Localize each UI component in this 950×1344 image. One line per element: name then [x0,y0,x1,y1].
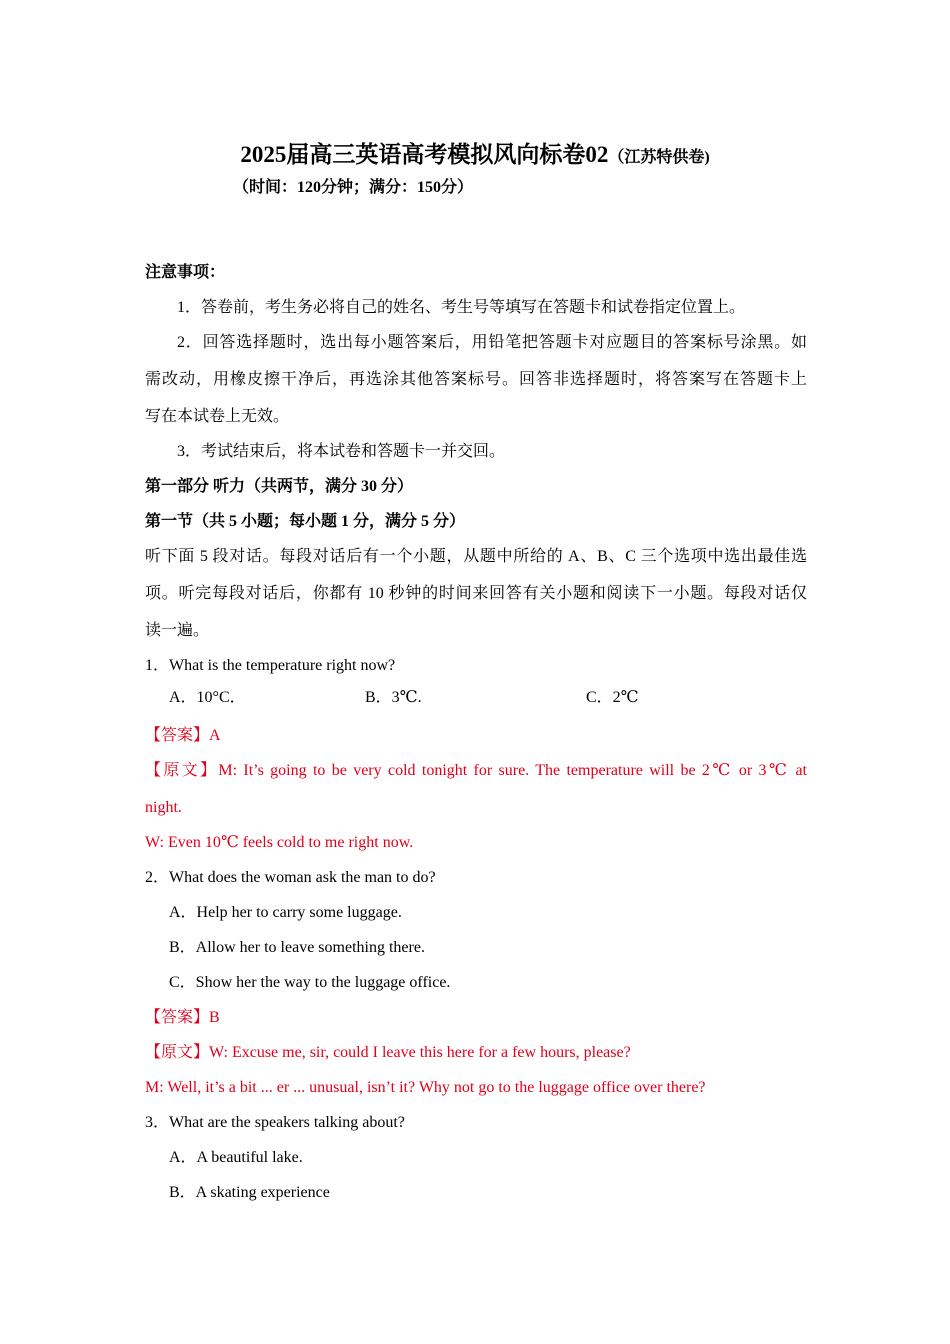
title-main: 2025届高三英语高考模拟风向标卷02 [240,142,609,167]
question-3-option-a: A．A beautiful lake. [169,1149,303,1166]
exam-title [0,136,950,169]
question-2-stem: 2．What does the woman ask the man to do? [145,869,436,886]
notes-heading: 注意事项： [145,264,226,281]
title-suffix: （江苏特供卷) [608,149,710,166]
question-1-option-a: A．10°C． [169,689,246,706]
question-2-option-c: C．Show her the way to the luggage office. [169,974,451,991]
question-1-stem: 1．What is the temperature right now? [145,657,396,674]
question-2-script-line-1: 【原文】W: Excuse me, sir, could I leave this here for a few hours, please? [145,1044,631,1061]
question-2-script-line-2: M: Well, it’s a bit ... er ... unusual, isn’t it? Why not go to the luggage office over there? [145,1079,706,1096]
question-3-option-b: B．A skating experience [169,1184,330,1201]
instructions-line-3: 读一遍。 [145,622,210,639]
question-2-answer: 【答案】B [145,1009,220,1026]
question-1-option-b: B．3℃. [365,689,422,706]
part1-heading: 第一部分 听力（共两节，满分 30 分） [145,478,414,495]
question-1-script-line-3: W: Even 10℃ feels cold to me right now. [145,834,414,851]
question-1-script-line-1: 【原文】M: It’s going to be very cold tonight for sure. The temperature will be 2℃ or 3℃ at [145,762,807,779]
time-info: （时间：120分钟；满分：150分） [233,179,474,196]
instructions-line-2: 项。听完每段对话后，你都有 10 秒钟的时间来回答有关小题和阅读下一小题。每段对话仅 [145,585,807,602]
question-3-stem: 3．What are the speakers talking about? [145,1114,405,1131]
note-item-3: 3．考试结束后，将本试卷和答题卡一并交回。 [177,443,506,460]
question-1-script-line-2: night. [145,799,182,816]
question-2-option-a: A．Help her to carry some luggage. [169,904,402,921]
note-item-2-line-3: 写在本试卷上无效。 [145,408,290,425]
section1-heading: 第一节（共 5 小题；每小题 1 分，满分 5 分） [145,513,466,530]
instructions-line-1: 听下面 5 段对话。每段对话后有一个小题，从题中所给的 A、B、C 三个选项中选出最佳选 [145,548,807,565]
question-2-option-b: B．Allow her to leave something there. [169,939,425,956]
note-item-2-line-2: 需改动，用橡皮擦干净后，再选涂其他答案标号。回答非选择题时，将答案写在答题卡上 [145,371,807,388]
question-1-answer: 【答案】A [145,727,221,744]
question-1-option-c: C．2℃ [586,689,639,706]
note-item-2-line-1: 2．回答选择题时，选出每小题答案后，用铅笔把答题卡对应题目的答案标号涂黑。如 [177,334,807,351]
note-item-1: 1．答卷前，考生务必将自己的姓名、考生号等填写在答题卡和试卷指定位置上。 [177,299,746,316]
